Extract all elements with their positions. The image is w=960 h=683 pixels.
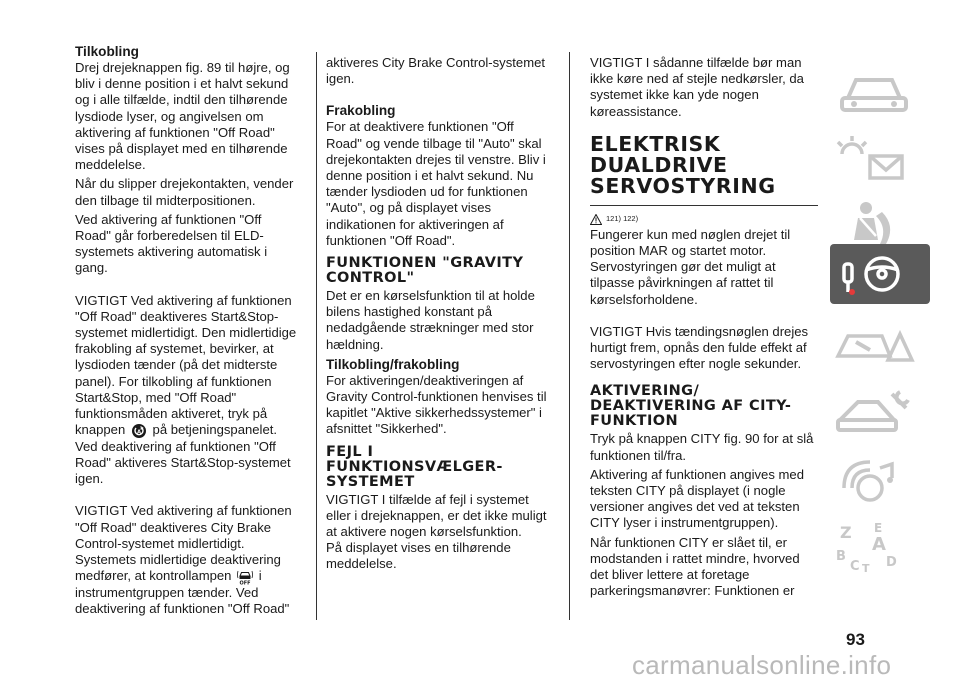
index-letter: C: [850, 559, 860, 574]
note-text: VIGTIGT Ved aktivering af funktionen "Off Road" deaktiveres Start&Stop-systemet midlertidigt. Den midlertidige frakobling af systemet, bevirker, at lysdioden tænder (på det midterste panel). For tilkobling af funktionen Start&Stop, med "Off Road" funktionsmåden aktiveret, tryk på knappen: [75, 292, 297, 438]
paragraph: På displayet vises en tilhørende meddelelse.: [326, 540, 511, 572]
paragraph: aktiveres City Brake Control-systemet igen.: [326, 55, 546, 87]
paragraph: Det er en kørselsfunktion til at holde bilens hastighed konstant på nedadgående strækninger med stor hældning.: [326, 288, 535, 352]
paragraph-note: VIGTIGT Hvis tændingsnøglen drejes hurtigt frem, opnås den fulde effekt af servostyringen efter nogle sekunder.: [590, 323, 809, 372]
tab-service[interactable]: [830, 380, 930, 440]
paragraph: Når funktionen CITY er slået til, er modstanden i rattet mindre, hvorved det bliver lettere at foretage parkeringsmanøvrer: Funktionen er: [590, 534, 800, 599]
paragraph: VIGTIGT I sådanne tilfælde bør man ikke køre ned af stejle nedkørsler, da systemet ikke kan yde nogen køreassistance.: [590, 55, 804, 119]
note-text: VIGTIGT Ved aktivering af funktionen "Off Road" deaktiveres City Brake Control-systemet midlertidigt. Systemets midlertidige deaktivering medfører, at kontrollampen: [75, 503, 292, 584]
note-text: i instrumentgruppen tænder. Ved deaktivering af funktionen "Off Road": [75, 568, 290, 616]
svg-text:A: A: [136, 429, 141, 436]
page-number: 93: [846, 630, 865, 649]
car-dashboard-icon: [830, 60, 930, 120]
watermark-text: carmanualsonline.info: [632, 650, 892, 680]
tab-index[interactable]: [830, 516, 930, 576]
column-3: [590, 55, 816, 599]
heading-elektrisk-servostyring: ELEKTRISK DUALDRIVE SERVOSTYRING: [590, 131, 776, 198]
paragraph: For aktiveringen/deaktiveringen af Gravity Control-funktionen henvises til kapitlet "Aktive sikkerhedssystemer" i afsnittet "Sikkerhed".: [326, 372, 547, 437]
paragraph: Ved aktivering af funktionen "Off Road" går forberedelsen til ELD-systemets aktivering automatisk i gang.: [75, 211, 268, 276]
off-label: OFF: [239, 580, 251, 585]
steering-wheel-key-icon: [830, 244, 930, 304]
warning-refs-text: 121) 122): [606, 214, 639, 224]
index-letter: B: [836, 549, 846, 564]
note-text: på betjeningspanelet. Ved deaktivering af funktionen "Off Road" aktiveres Start&Stop-systemet igen.: [75, 422, 291, 487]
city-brake-off-warning-icon: [237, 569, 253, 585]
paragraph: Fungerer kun med nøglen drejet til position MAR og startet motor. Servostyringen gør det muligt at tilpasse påvirkningen af rattet til kørselsforholdene.: [590, 226, 791, 307]
heading-gravity-control: FUNKTIONEN "GRAVITY CONTROL": [326, 255, 524, 287]
warning-triangle-icon: [590, 214, 602, 225]
index-letter: Z: [840, 523, 852, 542]
emergency-triangle-icon: [830, 312, 930, 372]
column-separator: [316, 52, 317, 620]
warning-references: [590, 214, 816, 225]
start-stop-button-icon: [131, 423, 147, 439]
paragraph: Drej drejeknappen fig. 89 til højre, og bliv i denne position i et halvt sekund og i alle tilfælde, indtil den tilhørende lysdiode lyser, og angivelsen om aktivering af funktionen "Off Road" vises på displayet med en tilhørende meddelelse.: [75, 60, 290, 173]
tab-warning-lights[interactable]: [830, 128, 930, 188]
paragraph: Aktivering af funktionen angives med teksten CITY på displayet (i nogle versioner angives det ved at teksten CITY lyser i instrumentgruppen).: [590, 466, 804, 531]
index-letter: D: [886, 555, 897, 570]
index-letter: E: [874, 521, 883, 535]
tab-emergency[interactable]: [830, 312, 930, 372]
service-wrench-icon: [830, 380, 930, 440]
warning-lights-icon: [830, 128, 930, 188]
heading-tilkobling-frakobling: Tilkobling/frakobling: [326, 356, 460, 372]
heading-fejl-funktionsvaelger: FEJL I FUNKTIONSVÆLGER-SYSTEMET: [326, 443, 503, 490]
column-separator: [569, 52, 570, 620]
heading-aktivering-city: AKTIVERING/ DEAKTIVERING AF CITY-FUNKTION: [590, 383, 792, 430]
paragraph-note: [75, 293, 297, 488]
tab-multimedia[interactable]: [830, 448, 930, 508]
multimedia-icon: [830, 448, 930, 508]
paragraph: Tryk på knappen CITY fig. 90 for at slå funktionen til/fra.: [590, 431, 814, 463]
column-2: [326, 55, 550, 573]
paragraph-note: [75, 503, 297, 617]
tab-starting-driving[interactable]: [830, 244, 930, 304]
alphabetical-index-icon: [830, 516, 930, 576]
heading-tilkobling: Tilkobling: [75, 44, 139, 59]
paragraph: For at deaktivere funktionen "Off Road" og vende tilbage til "Auto" skal drejekontakten drejes til venstre. Bliv i denne position i et halvt sekund. Nu tænder lysdioden ud for funktionen "Auto", og på displayet vises indikationen for aktiveringen af funktionen "Off Road".: [326, 119, 546, 248]
heading-frakobling: Frakobling: [326, 103, 396, 119]
column-1: [75, 40, 297, 617]
index-letter: A: [872, 534, 886, 555]
paragraph: Når du slipper drejekontakten, vender den tilbage til midterpositionen.: [75, 176, 294, 208]
paragraph: VIGTIGT I tilfælde af fejl i systemet eller i drejeknappen, er det ikke muligt at aktivere nogen kørselsfunktion.: [326, 491, 547, 540]
heading-rule: [590, 205, 818, 206]
tab-car-dashboard[interactable]: [830, 60, 930, 120]
index-letter: T: [862, 562, 870, 575]
